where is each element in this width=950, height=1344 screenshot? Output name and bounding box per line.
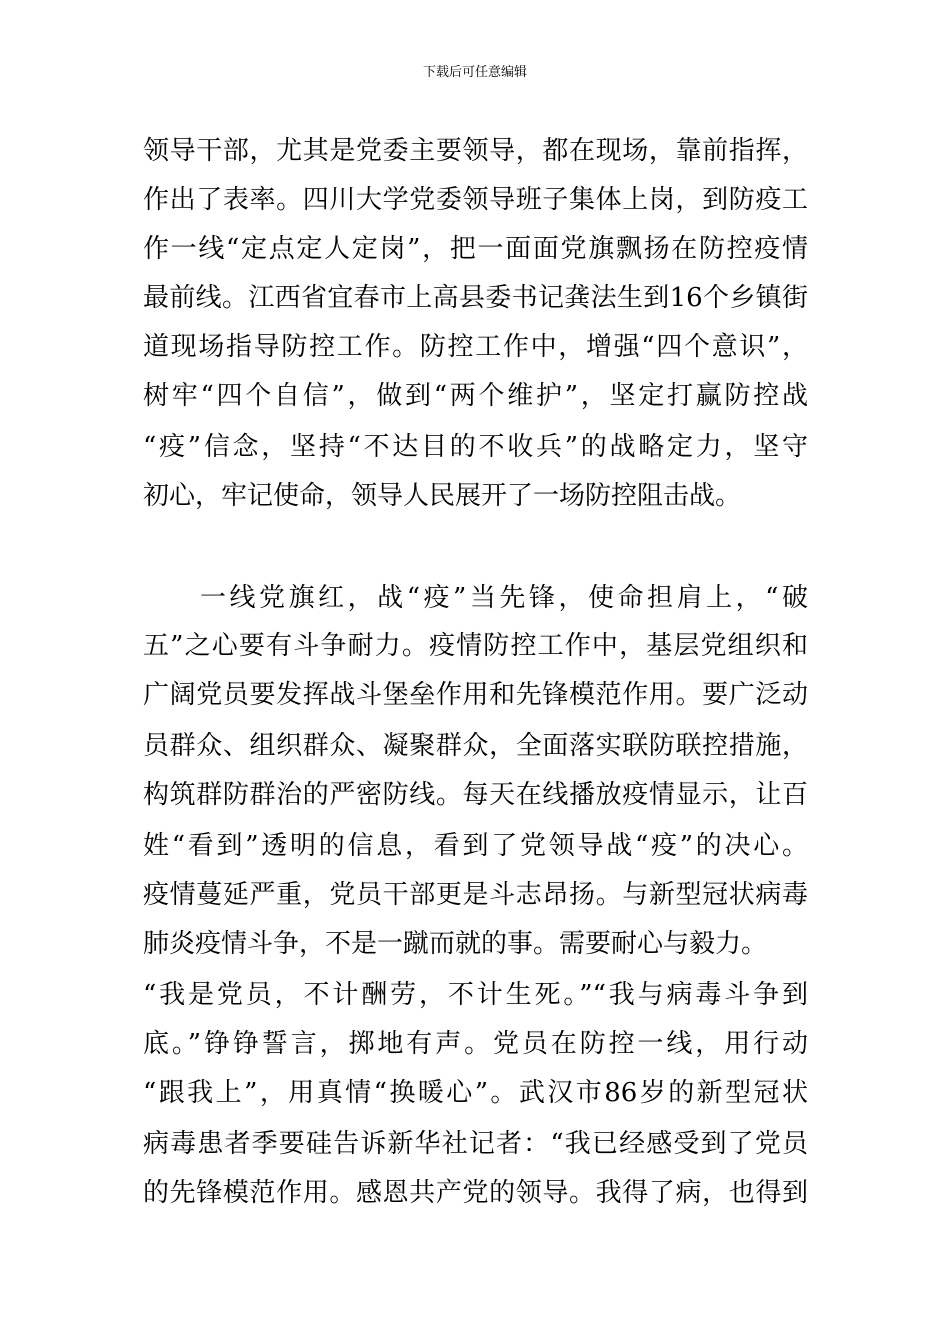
paragraph-line: 底。”铮铮誓言，掷地有声。党员在防控一线，用行动 <box>143 1029 808 1059</box>
paragraph-line: 的先锋模范作用。感恩共产党的领导。我得了病，也得到 <box>143 1178 808 1208</box>
paragraph-line: “疫”信念，坚持“不达目的不收兵”的战略定力，坚守 <box>143 432 808 462</box>
paragraph-line: 树牢“四个自信”，做到“两个维护”，坚定打赢防控战 <box>143 381 808 411</box>
paragraph-line: 疫情蔓延严重，党员干部更是斗志昂扬。与新型冠状病毒 <box>143 880 808 910</box>
paragraph-line: 作一线“定点定人定岗”，把一面面党旗飘扬在防控疫情 <box>143 234 808 264</box>
paragraph-line: 姓“看到”透明的信息，看到了党领导战“疫”的决心。 <box>143 831 808 861</box>
paragraph-line: 领导干部，尤其是党委主要领导，都在现场，靠前指挥， <box>143 136 808 166</box>
paragraph-line: 员群众、组织群众、凝聚群众，全面落实联防联控措施， <box>143 731 808 761</box>
paragraph-line: 肺炎疫情斗争，不是一蹴而就的事。需要耐心与毅力。 <box>143 929 768 959</box>
paragraph-line: “跟我上”，用真情“换暖心”。武汉市86岁的新型冠状 <box>143 1078 808 1108</box>
paragraph-line: 五”之心要有斗争耐力。疫情防控工作中，基层党组织和 <box>143 631 808 661</box>
page-header: 下载后可任意编辑 <box>422 65 527 80</box>
paragraph-line: 构筑群防群治的严密防线。每天在线播放疫情显示，让百 <box>143 780 808 810</box>
paragraph-line: 广阔党员要发挥战斗堡垒作用和先锋模范作用。要广泛动 <box>143 680 808 710</box>
paragraph-line: 作出了表率。四川大学党委领导班子集体上岗，到防疫工 <box>143 185 808 215</box>
paragraph-line: 一线党旗红，战“疫”当先锋，使命担肩上，“破 <box>200 583 808 613</box>
paragraph-line: “我是党员，不计酬劳，不计生死。”“我与病毒斗争到 <box>143 980 808 1010</box>
paragraph-line: 病毒患者季要硅告诉新华社记者：“我已经感受到了党员 <box>143 1129 808 1159</box>
paragraph-line: 道现场指导防控工作。防控工作中，增强“四个意识”， <box>143 332 808 362</box>
paragraph-line: 最前线。江西省宜春市上高县委书记龚法生到16个乡镇街 <box>143 283 808 313</box>
paragraph-line: 初心，牢记使命，领导人民展开了一场防控阻击战。 <box>143 481 742 511</box>
